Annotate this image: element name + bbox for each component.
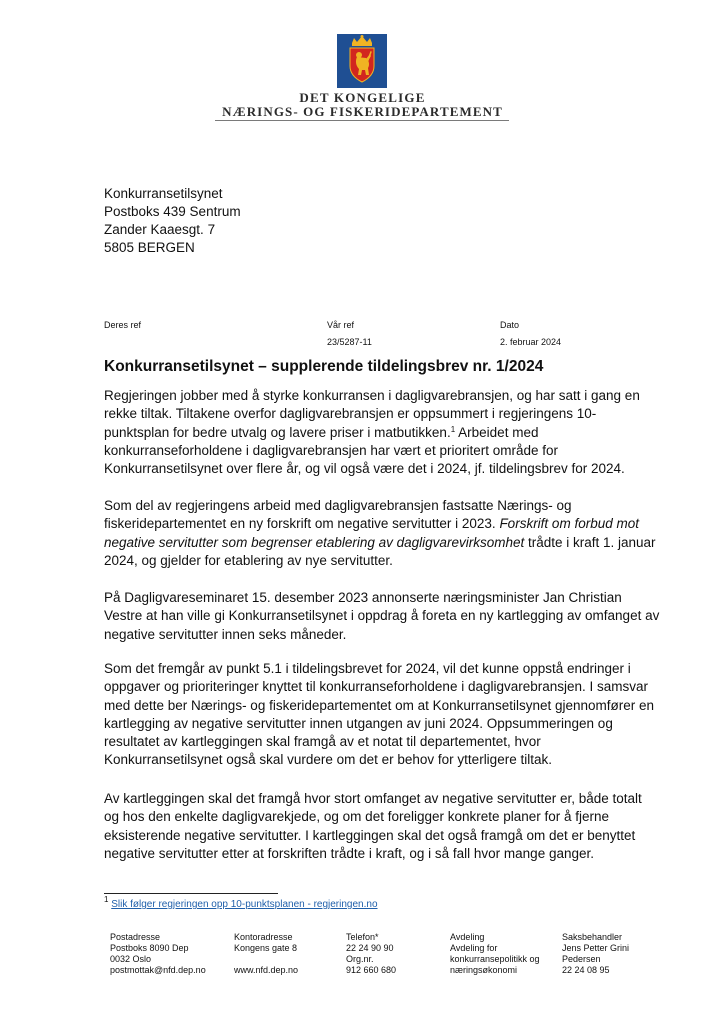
footnote bbox=[104, 895, 378, 910]
paragraph-1 bbox=[104, 387, 664, 478]
paragraph-line: 2024, og gjelder for etablering av nye servitutter. bbox=[104, 552, 393, 568]
coat-of-arms-logo bbox=[337, 34, 387, 88]
footer-line: 0032 Oslo bbox=[110, 954, 152, 964]
paragraph-line: Som del av regjeringens arbeid med dagligvarebransjen fastsatte Nærings- og bbox=[104, 498, 572, 513]
paragraph-line: negative servitutter etter at forskriften trådte i kraft, og i så fall hvor mange ganger. bbox=[104, 845, 594, 861]
text-span: trådte i kraft 1. januar bbox=[524, 534, 656, 550]
footer-line: Saksbehandler bbox=[562, 932, 623, 942]
text-span: fiskeridepartementet en ny forskrift om negative servitutter i 2023. bbox=[104, 516, 500, 532]
recipient-line: Postboks 439 Sentrum bbox=[104, 204, 241, 219]
footer-line: Kontoradresse bbox=[234, 932, 293, 942]
footer-department bbox=[450, 932, 540, 976]
footer-office-address bbox=[234, 932, 298, 976]
paragraph-line: Konkurransetilsynet også skal vurdere om det er behov for ytterligere tiltak. bbox=[104, 752, 552, 768]
footnote-divider bbox=[104, 893, 278, 894]
footer-line: konkurransepolitikk og bbox=[450, 954, 540, 964]
footer-line: 22 24 90 90 bbox=[346, 943, 394, 953]
paragraph-line: oppgaver og prioriteringer knyttet til konkurranseforholdene i dagligvarebransjen. I samsvar bbox=[104, 679, 649, 695]
footer-line bbox=[234, 954, 298, 965]
footer-line: 22 24 08 95 bbox=[562, 965, 610, 975]
date-label: Dato bbox=[500, 320, 520, 330]
footer-case-officer bbox=[562, 932, 629, 976]
date-value: 2. februar 2024 bbox=[500, 337, 562, 347]
footnote-link[interactable]: Slik følger regjeringen opp 10-punktsplanen - regjeringen.no bbox=[111, 899, 378, 910]
header-divider bbox=[215, 120, 509, 121]
footer-email[interactable]: postmottak@nfd.dep.no bbox=[110, 965, 206, 975]
paragraph-line: med dette ber Nærings- og fiskeridepartementet om at Konkurransetilsynet gjennomfører en bbox=[104, 697, 655, 713]
paragraph-3 bbox=[104, 589, 664, 644]
letter-title: Konkurransetilsynet – supplerende tildelingsbrev nr. 1/2024 bbox=[104, 358, 544, 375]
paragraph-line: resultatet av kartleggingen skal framgå av et notat til departementet, hvor bbox=[104, 734, 541, 750]
paragraph-line: Av kartleggingen skal det framgå hvor stort omfanget av negative servitutter er, både totalt bbox=[104, 791, 642, 806]
paragraph-line: Vestre at han ville gi Konkurransetilsynet i oppdrag å foreta en ny kartlegging av omfanget av bbox=[104, 608, 660, 624]
footer-line: Kongens gate 8 bbox=[234, 943, 298, 953]
paragraph-line: rekke tiltak. Tiltakene overfor dagligvarebransjen er oppsummert i regjeringens 10- bbox=[104, 406, 597, 422]
ministry-name-line2: NÆRINGS- OG FISKERIDEPARTEMENT bbox=[222, 104, 503, 119]
our-ref-label: Vår ref bbox=[327, 320, 355, 330]
ministry-name-line1: DET KONGELIGE bbox=[299, 90, 426, 105]
paragraph-2 bbox=[104, 497, 664, 570]
footer-line: Avdeling bbox=[450, 932, 485, 942]
footer-phone bbox=[346, 932, 396, 976]
footer-line: Org.nr. bbox=[346, 954, 374, 964]
regulation-title: Forskrift om forbud mot bbox=[499, 516, 639, 532]
footer-line: Telefon* bbox=[346, 932, 379, 942]
recipient-address bbox=[104, 185, 241, 257]
recipient-line: Konkurransetilsynet bbox=[104, 186, 223, 201]
text-span: Arbeidet med bbox=[455, 424, 539, 440]
paragraph-line: og hos den enkelte dagligvarekjede, og om det foreligger konkrete planer for å fjerne bbox=[104, 809, 610, 825]
footnote-ref[interactable]: 1 bbox=[450, 424, 456, 434]
footer-line: Pedersen bbox=[562, 954, 601, 964]
our-ref-value: 23/5287-11 bbox=[327, 337, 372, 347]
recipient-line: Zander Kaaesgt. 7 bbox=[104, 222, 216, 237]
footer-postal-address bbox=[110, 932, 206, 976]
their-ref-label: Deres ref bbox=[104, 320, 142, 330]
footer-line: næringsøkonomi bbox=[450, 965, 518, 975]
text-span: punktsplan for bedre utvalg og lavere priser i matbutikken. bbox=[104, 424, 451, 440]
regulation-title: negative servitutter som begrenser etablering av dagligvarevirksomhet bbox=[104, 534, 525, 550]
footer-line: 912 660 680 bbox=[346, 965, 397, 975]
paragraph-line: konkurranseforholdene i dagligvarebransjen har vært et prioritert område for bbox=[104, 442, 558, 458]
paragraph-line bbox=[104, 424, 664, 442]
paragraph-line: eksisterende negative servitutter. I kartleggingen skal det også framgå om det er benyttet bbox=[104, 827, 636, 843]
paragraph-line: kartlegging av negative servitutter innen utgangen av juni 2024. Oppsummeringen og bbox=[104, 715, 613, 731]
paragraph-line: På Dagligvareseminaret 15. desember 2023 annonserte næringsminister Jan Christian bbox=[104, 590, 622, 605]
paragraph-line: Konkurransetilsynet over flere år, og vil også være det i 2024, jf. tildelingsbrev for 2024. bbox=[104, 461, 625, 477]
paragraph-line bbox=[104, 515, 664, 533]
footer-line: Postadresse bbox=[110, 932, 161, 942]
paragraph-line: negative servitutter innen seks måneder. bbox=[104, 626, 347, 642]
recipient-line: 5805 BERGEN bbox=[104, 240, 195, 255]
paragraph-4 bbox=[104, 660, 664, 770]
footer-line: Jens Petter Grini bbox=[562, 943, 630, 953]
footnote-number: 1 bbox=[104, 895, 109, 904]
footer-website[interactable]: www.nfd.dep.no bbox=[234, 965, 299, 975]
paragraph-line: Som det fremgår av punkt 5.1 i tildelingsbrevet for 2024, vil det kunne oppstå endringer i bbox=[104, 661, 631, 676]
paragraph-line: Regjeringen jobber med å styrke konkurransen i dagligvarebransjen, og har satt i gang en bbox=[104, 388, 640, 403]
footer-line: Postboks 8090 Dep bbox=[110, 943, 189, 953]
paragraph-5 bbox=[104, 790, 664, 863]
footer-line: Avdeling for bbox=[450, 943, 498, 953]
paragraph-line bbox=[104, 534, 664, 552]
